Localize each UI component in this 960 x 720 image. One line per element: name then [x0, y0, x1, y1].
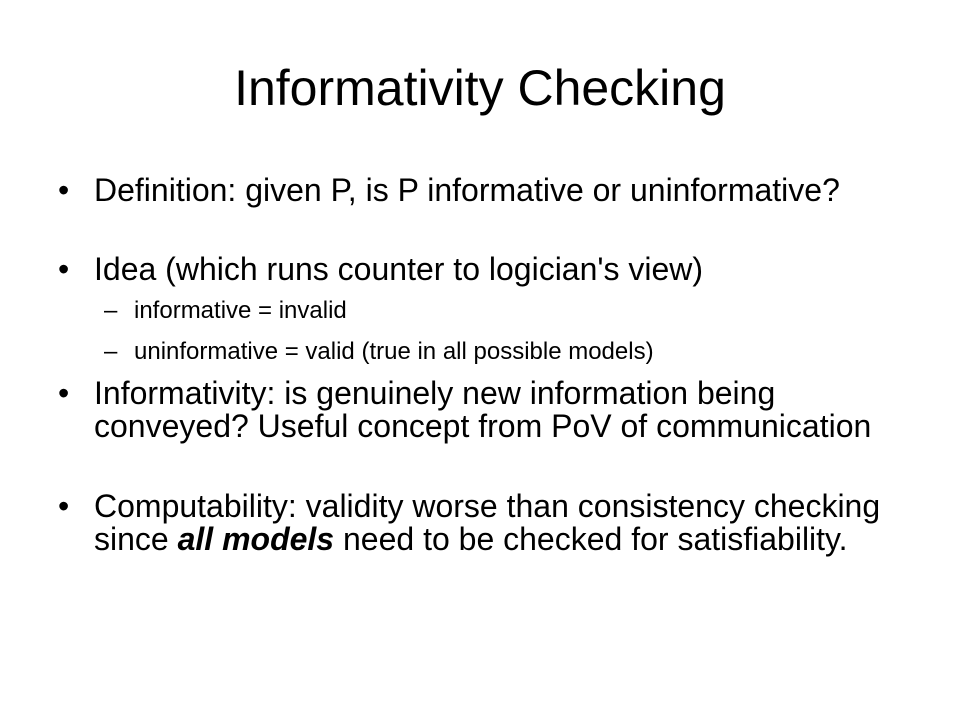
bullet-text: Informativity: is genuinely new information being conveyed? Useful concept from PoV of communication: [94, 375, 872, 444]
bullet-text-before: Computability: validity worse than consistency checking since: [94, 488, 881, 557]
emphasis-all-models: all models: [177, 521, 335, 557]
bullet-dot: •: [58, 375, 70, 411]
sub-dash: –: [104, 338, 118, 365]
slide-title: Informativity Checking: [234, 60, 726, 116]
bullet-dot: •: [58, 172, 70, 208]
bullet-dot: •: [58, 488, 70, 524]
bullet-text: Definition: given P, is P informative or uninformative?: [94, 172, 840, 208]
sub-text: informative = invalid: [134, 297, 347, 324]
sub-dash: –: [104, 297, 118, 324]
bullet-text-after: need to be checked for satisfiability.: [334, 521, 848, 557]
bullet-dot: •: [58, 251, 70, 287]
bullet-text: Idea (which runs counter to logician's view): [94, 251, 704, 287]
bullet-text: [94, 490, 914, 556]
sub-text: uninformative = valid (true in all possible models): [134, 338, 654, 365]
